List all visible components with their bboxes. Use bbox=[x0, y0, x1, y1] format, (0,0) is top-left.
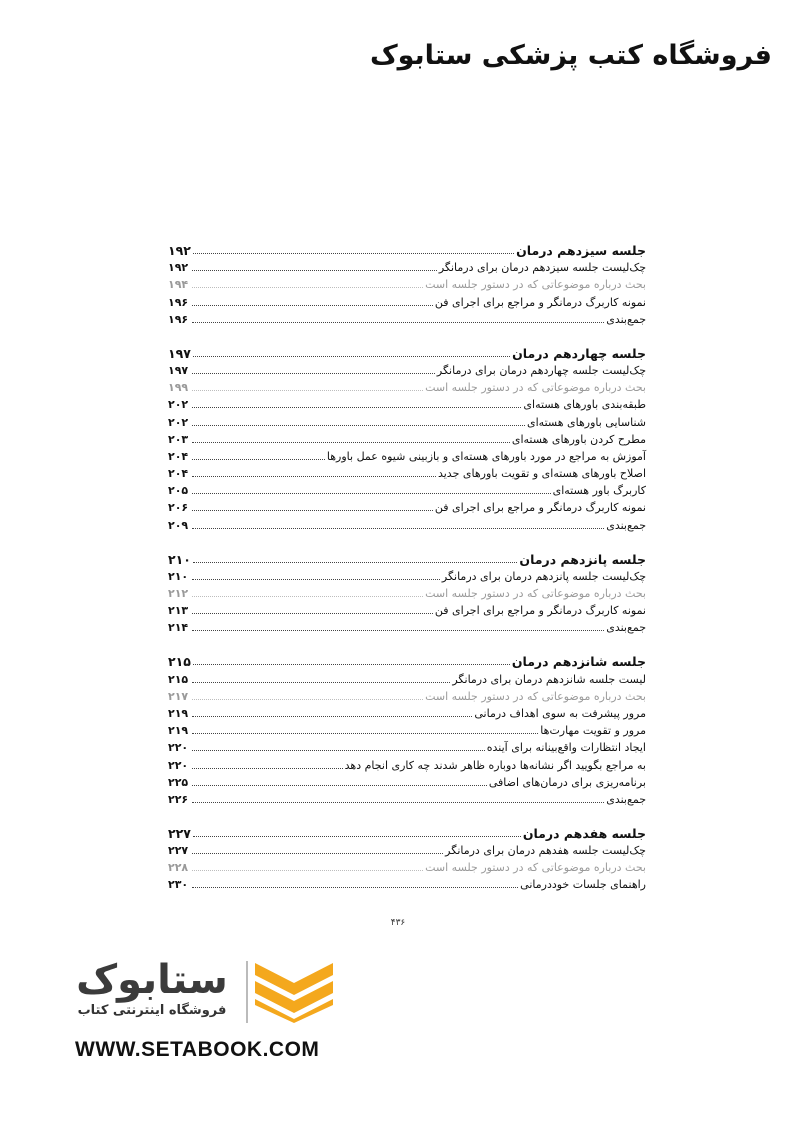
dot-leader bbox=[192, 630, 604, 631]
toc-entry-label: جلسه چهاردهم درمان bbox=[512, 345, 646, 361]
toc-section bbox=[168, 821, 646, 892]
toc-entry-label: اصلاح باورهای هسته‌ای و تقویت باورهای جدید bbox=[437, 467, 646, 481]
toc-entry-label: به مراجع بگویید اگر نشانه‌ها دوباره ظاهر شدند چه کاری انجام دهد bbox=[344, 758, 646, 772]
toc-entry-page: ۲۰۲ bbox=[168, 398, 189, 412]
toc-entry-label: مرور و تقویت مهارت‌ها bbox=[540, 724, 646, 738]
dot-leader bbox=[192, 373, 435, 374]
toc-entry-page: ۲۲۶ bbox=[168, 792, 189, 806]
toc-session-heading bbox=[168, 547, 646, 566]
store-title: فروشگاه کتب پزشکی ستابوک bbox=[369, 40, 772, 71]
dot-leader bbox=[192, 510, 433, 511]
toc-entry bbox=[168, 754, 646, 771]
toc-entry bbox=[168, 737, 646, 754]
toc-entry bbox=[168, 377, 646, 394]
toc-entry-label: چک‌لیست جلسه هفدهم درمان برای درمانگر bbox=[445, 844, 646, 858]
dot-leader bbox=[193, 356, 510, 357]
dot-leader bbox=[193, 664, 510, 665]
toc-entry bbox=[168, 840, 646, 857]
dot-leader bbox=[192, 870, 423, 871]
toc-entry bbox=[168, 857, 646, 874]
toc-entry-label: چک‌لیست جلسه چهاردهم درمان برای درمانگر bbox=[436, 363, 646, 377]
dot-leader bbox=[192, 750, 485, 751]
toc-entry-page: ۲۲۸ bbox=[168, 861, 189, 875]
toc-entry-page: ۲۲۷ bbox=[168, 844, 189, 858]
toc-entry-page: ۲۰۴ bbox=[168, 467, 189, 481]
toc-entry-label: آموزش به مراجع در مورد باورهای هسته‌ای و بازبینی شیوه عمل باورها bbox=[326, 449, 646, 463]
toc-entry-label: مرور پیشرفت به سوی اهداف درمانی bbox=[474, 706, 646, 720]
toc-entry bbox=[168, 789, 646, 806]
toc-entry bbox=[168, 720, 646, 737]
toc-session-heading bbox=[168, 341, 646, 360]
toc-entry-label: کاربرگ باور هسته‌ای bbox=[552, 484, 646, 498]
dot-leader bbox=[192, 322, 604, 323]
toc-entry bbox=[168, 583, 646, 600]
toc-entry-page: ۲۱۵ bbox=[168, 654, 191, 670]
toc-entry-page: ۲۰۵ bbox=[168, 484, 189, 498]
dot-leader bbox=[192, 699, 423, 700]
toc-entry-label: بحث درباره موضوعاتی که در دستور جلسه است bbox=[425, 381, 646, 395]
toc-entry-label: طبقه‌بندی باورهای هسته‌ای bbox=[523, 398, 646, 412]
toc-entry bbox=[168, 497, 646, 514]
dot-leader bbox=[193, 253, 514, 254]
table-of-contents bbox=[168, 238, 646, 906]
toc-entry-label: جمع‌بندی bbox=[606, 312, 646, 326]
toc-entry-label: مطرح کردن باورهای هسته‌ای bbox=[511, 432, 646, 446]
dot-leader bbox=[192, 733, 538, 734]
book-chevron-icon bbox=[255, 959, 333, 1023]
toc-entry-page: ۲۳۰ bbox=[168, 878, 189, 892]
toc-entry bbox=[168, 463, 646, 480]
toc-entry-page: ۱۹۹ bbox=[168, 381, 189, 395]
toc-entry-label: نمونه کاربرگ درمانگر و مراجع برای اجرای فن bbox=[434, 604, 646, 618]
toc-entry-page: ۲۲۰ bbox=[168, 758, 189, 772]
toc-entry bbox=[168, 257, 646, 274]
toc-entry-page: ۲۱۰ bbox=[168, 569, 189, 583]
toc-entry-page: ۱۹۷ bbox=[168, 345, 191, 361]
toc-entry-label: جمع‌بندی bbox=[606, 621, 646, 635]
toc-entry-page: ۲۱۴ bbox=[168, 621, 189, 635]
toc-entry-page: ۲۲۰ bbox=[168, 741, 189, 755]
toc-entry-page: ۲۰۴ bbox=[168, 449, 189, 463]
dot-leader bbox=[192, 716, 472, 717]
toc-entry-page: ۱۹۲ bbox=[168, 243, 191, 258]
toc-entry-label: نمونه کاربرگ درمانگر و مراجع برای اجرای فن bbox=[434, 295, 646, 309]
dot-leader bbox=[192, 407, 521, 408]
toc-section bbox=[168, 341, 646, 532]
toc-entry-page: ۲۱۵ bbox=[168, 672, 189, 686]
toc-entry-page: ۱۹۶ bbox=[168, 312, 189, 326]
toc-entry bbox=[168, 446, 646, 463]
toc-section bbox=[168, 649, 646, 806]
toc-entry-label: برنامه‌ریزی برای درمان‌های اضافی bbox=[488, 775, 646, 789]
toc-entry bbox=[168, 514, 646, 531]
dot-leader bbox=[192, 802, 604, 803]
toc-entry-label: بحث درباره موضوعاتی که در دستور جلسه است bbox=[425, 861, 646, 875]
toc-entry-label: نمونه کاربرگ درمانگر و مراجع برای اجرای فن bbox=[434, 501, 646, 515]
dot-leader bbox=[192, 442, 510, 443]
dot-leader bbox=[192, 887, 518, 888]
toc-entry bbox=[168, 668, 646, 685]
dot-leader bbox=[192, 493, 551, 494]
toc-entry-label: لیست جلسه شانزدهم درمان برای درمانگر bbox=[452, 672, 646, 686]
toc-entry-page: ۱۹۶ bbox=[168, 295, 189, 309]
toc-entry-page: ۲۱۹ bbox=[168, 724, 189, 738]
dot-leader bbox=[192, 528, 604, 529]
dot-leader bbox=[192, 853, 443, 854]
toc-entry bbox=[168, 772, 646, 789]
toc-entry-label: جلسه پانزدهم درمان bbox=[519, 551, 646, 567]
toc-entry bbox=[168, 394, 646, 411]
toc-session-heading bbox=[168, 649, 646, 668]
toc-entry-label: جلسه شانزدهم درمان bbox=[511, 654, 646, 670]
toc-entry-page: ۱۹۴ bbox=[168, 278, 189, 292]
toc-entry bbox=[168, 874, 646, 891]
toc-entry-label: جلسه سیزدهم درمان bbox=[516, 243, 646, 258]
toc-session-heading bbox=[168, 821, 646, 840]
dot-leader bbox=[192, 476, 436, 477]
toc-entry-page: ۲۰۹ bbox=[168, 518, 189, 532]
toc-entry-label: چک‌لیست جلسه پانزدهم درمان برای درمانگر bbox=[441, 569, 646, 583]
toc-entry-page: ۲۱۷ bbox=[168, 689, 189, 703]
toc-entry-label: راهنمای جلسات خوددرمانی bbox=[520, 878, 646, 892]
toc-entry bbox=[168, 309, 646, 326]
toc-entry-page: ۲۱۳ bbox=[168, 604, 189, 618]
toc-entry-label: بحث درباره موضوعاتی که در دستور جلسه است bbox=[425, 278, 646, 292]
logo-wordmark: ستابوک bbox=[76, 957, 228, 1003]
dot-leader bbox=[193, 562, 518, 563]
toc-entry-page: ۲۰۳ bbox=[168, 432, 189, 446]
dot-leader bbox=[192, 270, 437, 271]
toc-entry-page: ۲۰۶ bbox=[168, 501, 189, 515]
toc-entry bbox=[168, 686, 646, 703]
toc-entry-label: ایجاد انتظارات واقع‌بینانه برای آینده bbox=[486, 741, 646, 755]
toc-session-heading bbox=[168, 238, 646, 257]
logo-divider bbox=[246, 961, 248, 1023]
dot-leader bbox=[192, 425, 525, 426]
toc-entry-label: جمع‌بندی bbox=[606, 518, 646, 532]
toc-entry-page: ۲۱۲ bbox=[168, 587, 189, 600]
toc-entry-page: ۱۹۷ bbox=[168, 363, 189, 377]
toc-entry-label: جمع‌بندی bbox=[606, 792, 646, 806]
dot-leader bbox=[192, 613, 433, 614]
dot-leader bbox=[193, 836, 521, 837]
toc-entry-label: جلسه هفدهم درمان bbox=[522, 825, 646, 841]
toc-entry bbox=[168, 600, 646, 617]
toc-section bbox=[168, 547, 646, 635]
toc-entry bbox=[168, 429, 646, 446]
toc-entry bbox=[168, 703, 646, 720]
toc-entry bbox=[168, 274, 646, 291]
dot-leader bbox=[192, 596, 423, 597]
toc-entry-page: ۲۱۹ bbox=[168, 706, 189, 720]
toc-entry-page: ۲۱۰ bbox=[168, 551, 191, 567]
toc-entry bbox=[168, 566, 646, 583]
toc-entry-label: شناسایی باورهای هسته‌ای bbox=[527, 415, 646, 429]
toc-entry bbox=[168, 411, 646, 428]
dot-leader bbox=[192, 390, 423, 391]
store-url: WWW.SETABOOK.COM bbox=[75, 1038, 320, 1061]
toc-entry bbox=[168, 480, 646, 497]
dot-leader bbox=[192, 785, 487, 786]
toc-entry-page: ۲۲۷ bbox=[168, 825, 191, 841]
setabook-logo bbox=[60, 955, 340, 1035]
toc-section bbox=[168, 238, 646, 326]
dot-leader bbox=[192, 305, 433, 306]
dot-leader bbox=[192, 579, 440, 580]
toc-entry-page: ۱۹۲ bbox=[168, 261, 189, 275]
page-number: ۴۳۶ bbox=[390, 918, 406, 928]
dot-leader bbox=[192, 287, 423, 288]
toc-entry-page: ۲۲۵ bbox=[168, 775, 189, 789]
dot-leader bbox=[192, 459, 325, 460]
toc-entry bbox=[168, 291, 646, 308]
toc-entry-label: بحث درباره موضوعاتی که در دستور جلسه است bbox=[425, 689, 646, 703]
dot-leader bbox=[192, 682, 450, 683]
logo-tagline: فروشگاه اینترنتی کتاب bbox=[77, 1003, 227, 1018]
toc-entry bbox=[168, 617, 646, 634]
toc-entry bbox=[168, 360, 646, 377]
dot-leader bbox=[192, 768, 343, 769]
toc-entry-label: بحث درباره موضوعاتی که در دستور جلسه است bbox=[425, 587, 646, 600]
toc-entry-label: چک‌لیست جلسه سیزدهم درمان برای درمانگر bbox=[438, 261, 646, 275]
toc-entry-page: ۲۰۲ bbox=[168, 415, 189, 429]
